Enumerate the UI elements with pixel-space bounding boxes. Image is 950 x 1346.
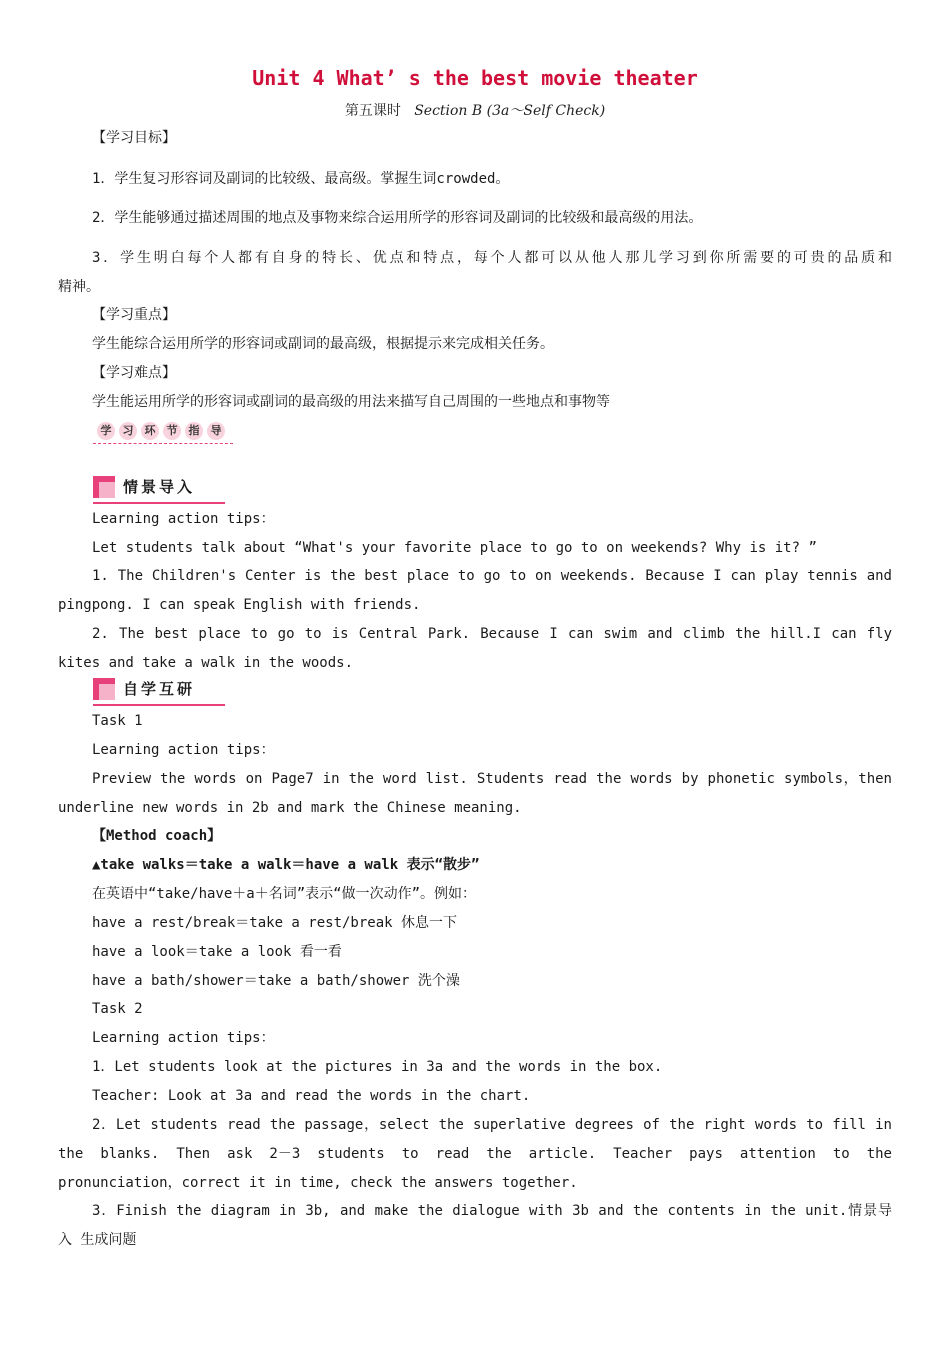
example-line: have a bath/shower＝take a bath/shower 洗个澡: [92, 973, 460, 989]
paragraph-line: underline new words in 2b and mark the Chinese meaning.: [58, 800, 522, 816]
banner-label: 自学互研: [123, 680, 196, 698]
task-heading: Task 2: [92, 1001, 143, 1017]
example-line: have a look＝take a look 看一看: [92, 944, 342, 960]
guide-char: 环: [141, 422, 159, 440]
banner-square-icon: [99, 482, 115, 498]
section-range: (3a～Self Check): [486, 103, 606, 119]
guide-char: 导: [207, 422, 225, 440]
paragraph-line: the blanks. Then ask 2－3 students to read the article. Teacher pays attention to the: [58, 1146, 892, 1162]
banner-square-icon: [99, 684, 115, 700]
paragraph-line: 3．Finish the diagram in 3b, and make the dialogue with 3b and the contents in the unit.情景导: [92, 1203, 892, 1219]
key-points-heading: 【学习重点】: [92, 307, 176, 323]
example-line: have a rest/break＝take a rest/break 休息一下: [92, 915, 458, 931]
method-heading: 【Method coach】: [92, 828, 222, 844]
paragraph-line: Teacher: Look at 3a and read the words in the chart.: [92, 1088, 531, 1104]
difficulties-text: 学生能运用所学的形容词或副词的最高级的用法来描写自己周围的一些地点和事物等: [92, 394, 610, 410]
guide-char: 指: [185, 422, 203, 440]
section-banner-self-study: [93, 676, 233, 706]
rule-explanation: 在英语中“take/have＋a＋名词”表示“做一次动作”。例如：: [92, 886, 477, 902]
difficulties-heading: 【学习难点】: [92, 365, 176, 381]
paragraph-line: 1．Let students look at the pictures in 3a and the words in the box.: [92, 1059, 663, 1075]
task-heading: Task 1: [92, 713, 143, 729]
section-label: Section B: [414, 103, 483, 119]
learning-guide-banner: [93, 420, 233, 444]
paragraph-line: Preview the words on Page7 in the word list. Students read the words by phonetic symbols，then: [92, 771, 892, 787]
objective-item: 精神。: [58, 279, 100, 295]
paragraph-line: Let students talk about “What's your favorite place to go to on weekends? Why is it? ”: [92, 540, 817, 556]
paragraph-line: pingpong. I can speak English with friends.: [58, 597, 421, 613]
tips-label: Learning action tips：: [92, 511, 275, 527]
paragraph-line: 2．Let students read the passage，select the superlative degrees of the right words to fill in: [92, 1117, 892, 1133]
paragraph-line: pronunciation，correct it in time, check the answers together.: [58, 1175, 578, 1191]
guide-char: 学: [97, 422, 115, 440]
objectives-heading: 【学习目标】: [92, 130, 176, 146]
banner-label: 情景导入: [123, 478, 196, 496]
paragraph-line: kites and take a walk in the woods.: [58, 655, 354, 671]
banner-underline: [93, 704, 225, 706]
banner-underline: [93, 502, 225, 504]
objective-item: 1．学生复习形容词及副词的比较级、最高级。掌握生词crowded。: [92, 171, 510, 187]
page-title: Unit 4 What’ s the best movie theater: [252, 66, 698, 90]
paragraph-line: 1. The Children's Center is the best place to go to on weekends. Because I can play tennis and: [92, 568, 892, 584]
paragraph-line: 2. The best place to go to is Central Park. Because I can swim and climb the hill.I can fly: [92, 626, 892, 642]
objective-item: 3．学生明白每个人都有自身的特长、优点和特点，每个人都可以从他人那儿学习到你所需要的可贵的品质和: [92, 250, 892, 266]
lesson-label: 第五课时: [344, 103, 401, 119]
paragraph-line: 入 生成问题: [58, 1232, 137, 1248]
page-subtitle: [0, 100, 950, 120]
tips-label: Learning action tips：: [92, 742, 275, 758]
key-points-text: 学生能综合运用所学的形容词或副词的最高级，根据提示来完成相关任务。: [92, 336, 554, 352]
guide-char: 节: [163, 422, 181, 440]
rule-line: ▲take walks＝take a walk＝have a walk 表示“散步”: [92, 857, 480, 873]
section-banner-scenario: [93, 474, 233, 504]
objective-item: 2．学生能够通过描述周围的地点及事物来综合运用所学的形容词及副词的比较级和最高级的用法。: [92, 210, 703, 226]
guide-divider: [93, 443, 233, 444]
tips-label: Learning action tips：: [92, 1030, 275, 1046]
guide-char: 习: [119, 422, 137, 440]
